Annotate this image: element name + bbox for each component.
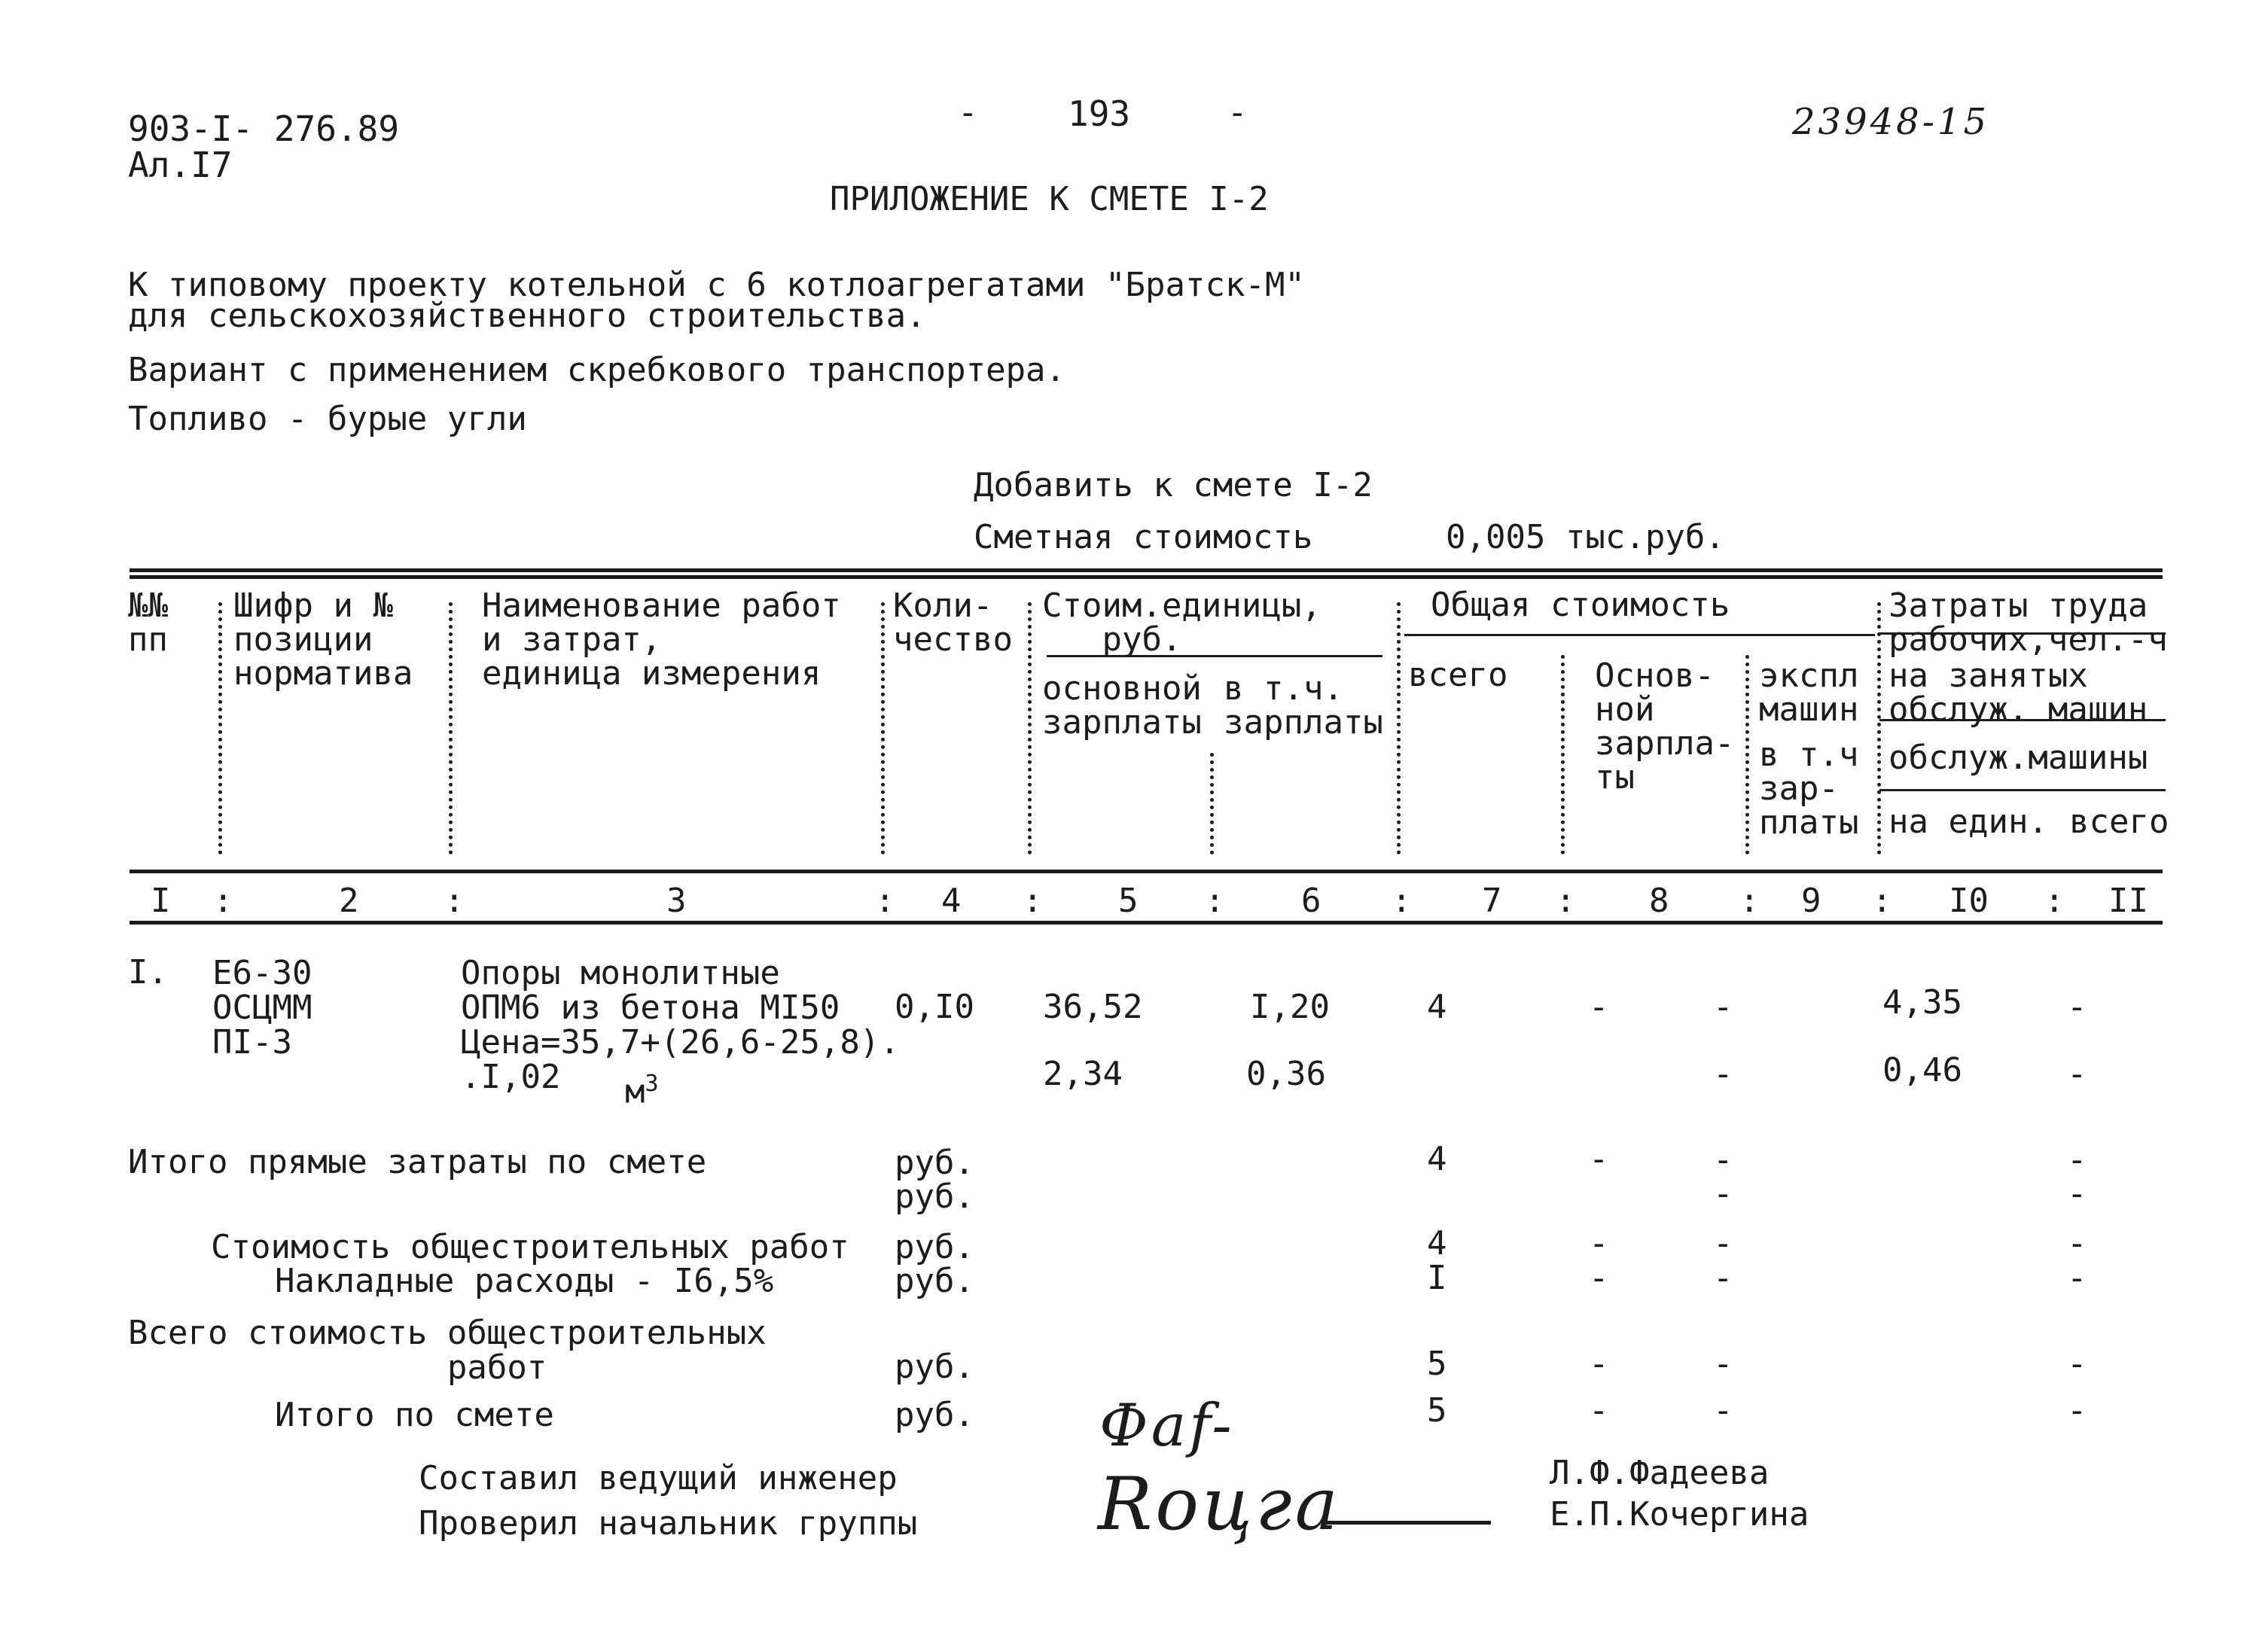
overhead-costs-total: I (1427, 1259, 1447, 1297)
estimate-total-unit: руб. (895, 1396, 974, 1434)
add-to-estimate-label: Добавить к смете I-2 (974, 466, 1373, 504)
header-separator (1877, 602, 1881, 854)
estimated-cost-label: Сметная стоимость (974, 518, 1313, 556)
general-construction-cost-labour: - (2067, 1224, 2087, 1263)
checker-name: Е.П.Кочергина (1550, 1495, 1809, 1534)
row-unit-cost-wage: 2,34 (1043, 1055, 1123, 1093)
estimated-cost-value: 0,005 тыс.руб. (1446, 518, 1725, 556)
header-separator (1745, 655, 1749, 854)
overhead-costs-labour: - (2067, 1259, 2087, 1297)
col-header-name: Наименование работ и затрат, единица измерения (482, 586, 841, 693)
col-header-incl-wage: в т.ч. зарплаты (1224, 669, 1383, 742)
total-general-construction-machine: - (1713, 1345, 1733, 1383)
overhead-costs-main-wage: - (1589, 1259, 1609, 1297)
header-separator (1028, 602, 1032, 854)
column-number: 8 (1649, 882, 1669, 920)
row-labour-per-unit: 4,35 (1882, 983, 1962, 1022)
row-quantity: 0,I0 (895, 988, 974, 1026)
column-number: I0 (1949, 882, 1989, 920)
row-unit-wage-incl: 0,36 (1246, 1055, 1326, 1093)
row-unit-base: м (625, 1072, 645, 1111)
signature-composer: Фаf- (1099, 1392, 1235, 1460)
col-header-labour-machine-workers: на занятых обслуж. машин (1888, 656, 2148, 729)
col-header-main-wage: Основ- ной зарпла- ты (1595, 656, 1735, 797)
col-header-unit-cost: Стоим.единицы, руб. (1042, 586, 1321, 659)
general-construction-cost-main-wage: - (1589, 1224, 1609, 1263)
row-machine: - (1713, 988, 1733, 1026)
signature-checker: Rоцга (1098, 1462, 1341, 1546)
intro-purpose-line: для сельскохозяйственного строительства. (128, 297, 926, 335)
composer-name: Л.Ф.Фадеева (1550, 1454, 1770, 1492)
estimate-total-main-wage: - (1589, 1391, 1609, 1430)
header-separator (881, 602, 885, 854)
column-number: 7 (1482, 882, 1502, 920)
column-separator: : (1872, 882, 1892, 920)
col-header-total-cost: Общая стоимость (1431, 586, 1730, 624)
intro-project-line: К типовому проекту котельной с 6 котлоагрегатами "Братск-М" (128, 266, 1305, 304)
row-labour-machine-total: - (2067, 1055, 2087, 1093)
col-header-labour: Затраты труда рабочих,чел.-ч (1888, 586, 2168, 659)
header-separator (1210, 753, 1214, 854)
col-header-quantity: Коли- чество (893, 586, 1013, 659)
column-separator: : (444, 882, 465, 920)
page-title: ПРИЛОЖЕНИЕ К СМЕТЕ I-2 (830, 180, 1269, 218)
total-direct-costs-labour: - - (2067, 1141, 2087, 1213)
header-separator (218, 602, 222, 854)
col-header-number: №№ пп (128, 586, 168, 659)
row-unit-cost: 36,52 (1043, 988, 1143, 1026)
total-direct-costs-main-wage: - (1589, 1140, 1609, 1178)
row-total: 4 (1427, 988, 1447, 1026)
table-top-rule (130, 568, 2163, 572)
column-separator: : (1556, 882, 1576, 920)
row-code: Е6-30 ОСЦММ ПI-3 (212, 954, 312, 1062)
col-header-base-wage: основной зарплаты (1042, 669, 1202, 742)
row-machine-wage: - (1713, 1055, 1733, 1093)
total-general-construction-unit: руб. (895, 1348, 974, 1386)
total-general-construction-total: 5 (1427, 1345, 1447, 1383)
album-number: Ал.I7 (128, 145, 233, 185)
header-bottom-rule (130, 870, 2163, 873)
total-direct-costs-label: Итого прямые затраты по смете (128, 1143, 707, 1181)
page-number: 193 (1068, 93, 1131, 134)
page-dash-right: - (1227, 93, 1248, 132)
column-number: 2 (339, 882, 359, 920)
header-separator (1561, 655, 1565, 854)
column-number: 5 (1118, 882, 1139, 920)
column-separator: : (1023, 882, 1043, 920)
col-header-code: Шифр и № позиции норматива (233, 586, 413, 693)
total-cost-divider (1404, 634, 1875, 636)
table-top-rule-double (130, 575, 2163, 579)
column-separator: : (875, 882, 895, 920)
col-header-machine-operation: экспл машин (1759, 656, 1859, 729)
general-construction-cost-unit: руб. (895, 1228, 974, 1266)
checked-by-label: Проверил начальник группы (419, 1504, 918, 1543)
page-dash-left: - (958, 93, 978, 132)
total-direct-costs-unit: руб. руб. (895, 1144, 974, 1216)
overhead-costs-label: Накладные расходы - I6,5% (275, 1262, 774, 1300)
row-unit-exponent: 3 (645, 1071, 659, 1097)
column-separator: : (1392, 882, 1412, 920)
column-number: II (2108, 882, 2148, 920)
overhead-costs-machine: - (1713, 1259, 1733, 1297)
estimate-total-machine: - (1713, 1391, 1733, 1430)
overhead-costs-unit: руб. (895, 1262, 974, 1300)
row-labour-total: - (2067, 988, 2087, 1026)
row-labour-machine-per-unit: 0,46 (1882, 1051, 1962, 1089)
labour-divider-3 (1879, 789, 2166, 791)
signature-underline (1325, 1521, 1491, 1525)
column-number: I (151, 882, 171, 920)
column-separator: : (1739, 882, 1760, 920)
estimate-total-label: Итого по смете (275, 1396, 554, 1434)
row-number: I. (128, 953, 168, 992)
total-general-construction-labour: - (2067, 1345, 2087, 1383)
total-direct-costs-machine: - - (1713, 1141, 1733, 1213)
total-general-construction-main-wage: - (1589, 1345, 1609, 1383)
row-description: Опоры монолитные ОПМ6 из бетона МI50 Цена=35,7+(26,6-25,8). .I,02 (461, 954, 900, 1096)
column-separator: : (213, 882, 233, 920)
row-main-wage: - (1589, 988, 1609, 1026)
column-number: 6 (1301, 882, 1321, 920)
column-number: 4 (941, 882, 962, 920)
column-separator: : (1205, 882, 1225, 920)
column-number: 9 (1801, 882, 1821, 920)
intro-variant-line: Вариант с применением скребкового транспортера. (128, 351, 1066, 389)
composed-by-label: Составил ведущий инженер (419, 1459, 898, 1497)
document-code: 903-I- 276.89 (128, 108, 400, 149)
estimate-total-total: 5 (1427, 1391, 1447, 1430)
column-separator: : (2044, 882, 2065, 920)
intro-fuel-line: Топливо - бурые угли (128, 400, 527, 438)
row-unit-wage: I,20 (1250, 988, 1330, 1026)
header-separator (449, 602, 453, 854)
row-unit (625, 1073, 659, 1109)
total-direct-costs-total: 4 (1427, 1140, 1447, 1178)
column-numbers-rule (130, 921, 2163, 925)
col-header-total: всего (1408, 656, 1508, 694)
col-header-per-unit: на един. (1888, 803, 2048, 841)
inventory-number: 23948-15 (1792, 101, 1989, 143)
header-separator (1397, 602, 1401, 854)
column-number: 3 (666, 882, 687, 920)
col-header-labour-total: всего (2069, 803, 2169, 841)
col-header-labour-machine-service: обслуж.машины (1888, 739, 2148, 777)
total-general-construction-label: Всего стоимость общестроительных работ (128, 1314, 767, 1387)
general-construction-cost-machine: - (1713, 1224, 1733, 1263)
general-construction-cost-total: 4 (1427, 1224, 1447, 1263)
col-header-machine-wage: в т.ч зар- платы (1759, 736, 1859, 842)
general-construction-cost-label: Стоимость общестроительных работ (211, 1228, 849, 1266)
estimate-total-labour: - (2067, 1391, 2087, 1430)
